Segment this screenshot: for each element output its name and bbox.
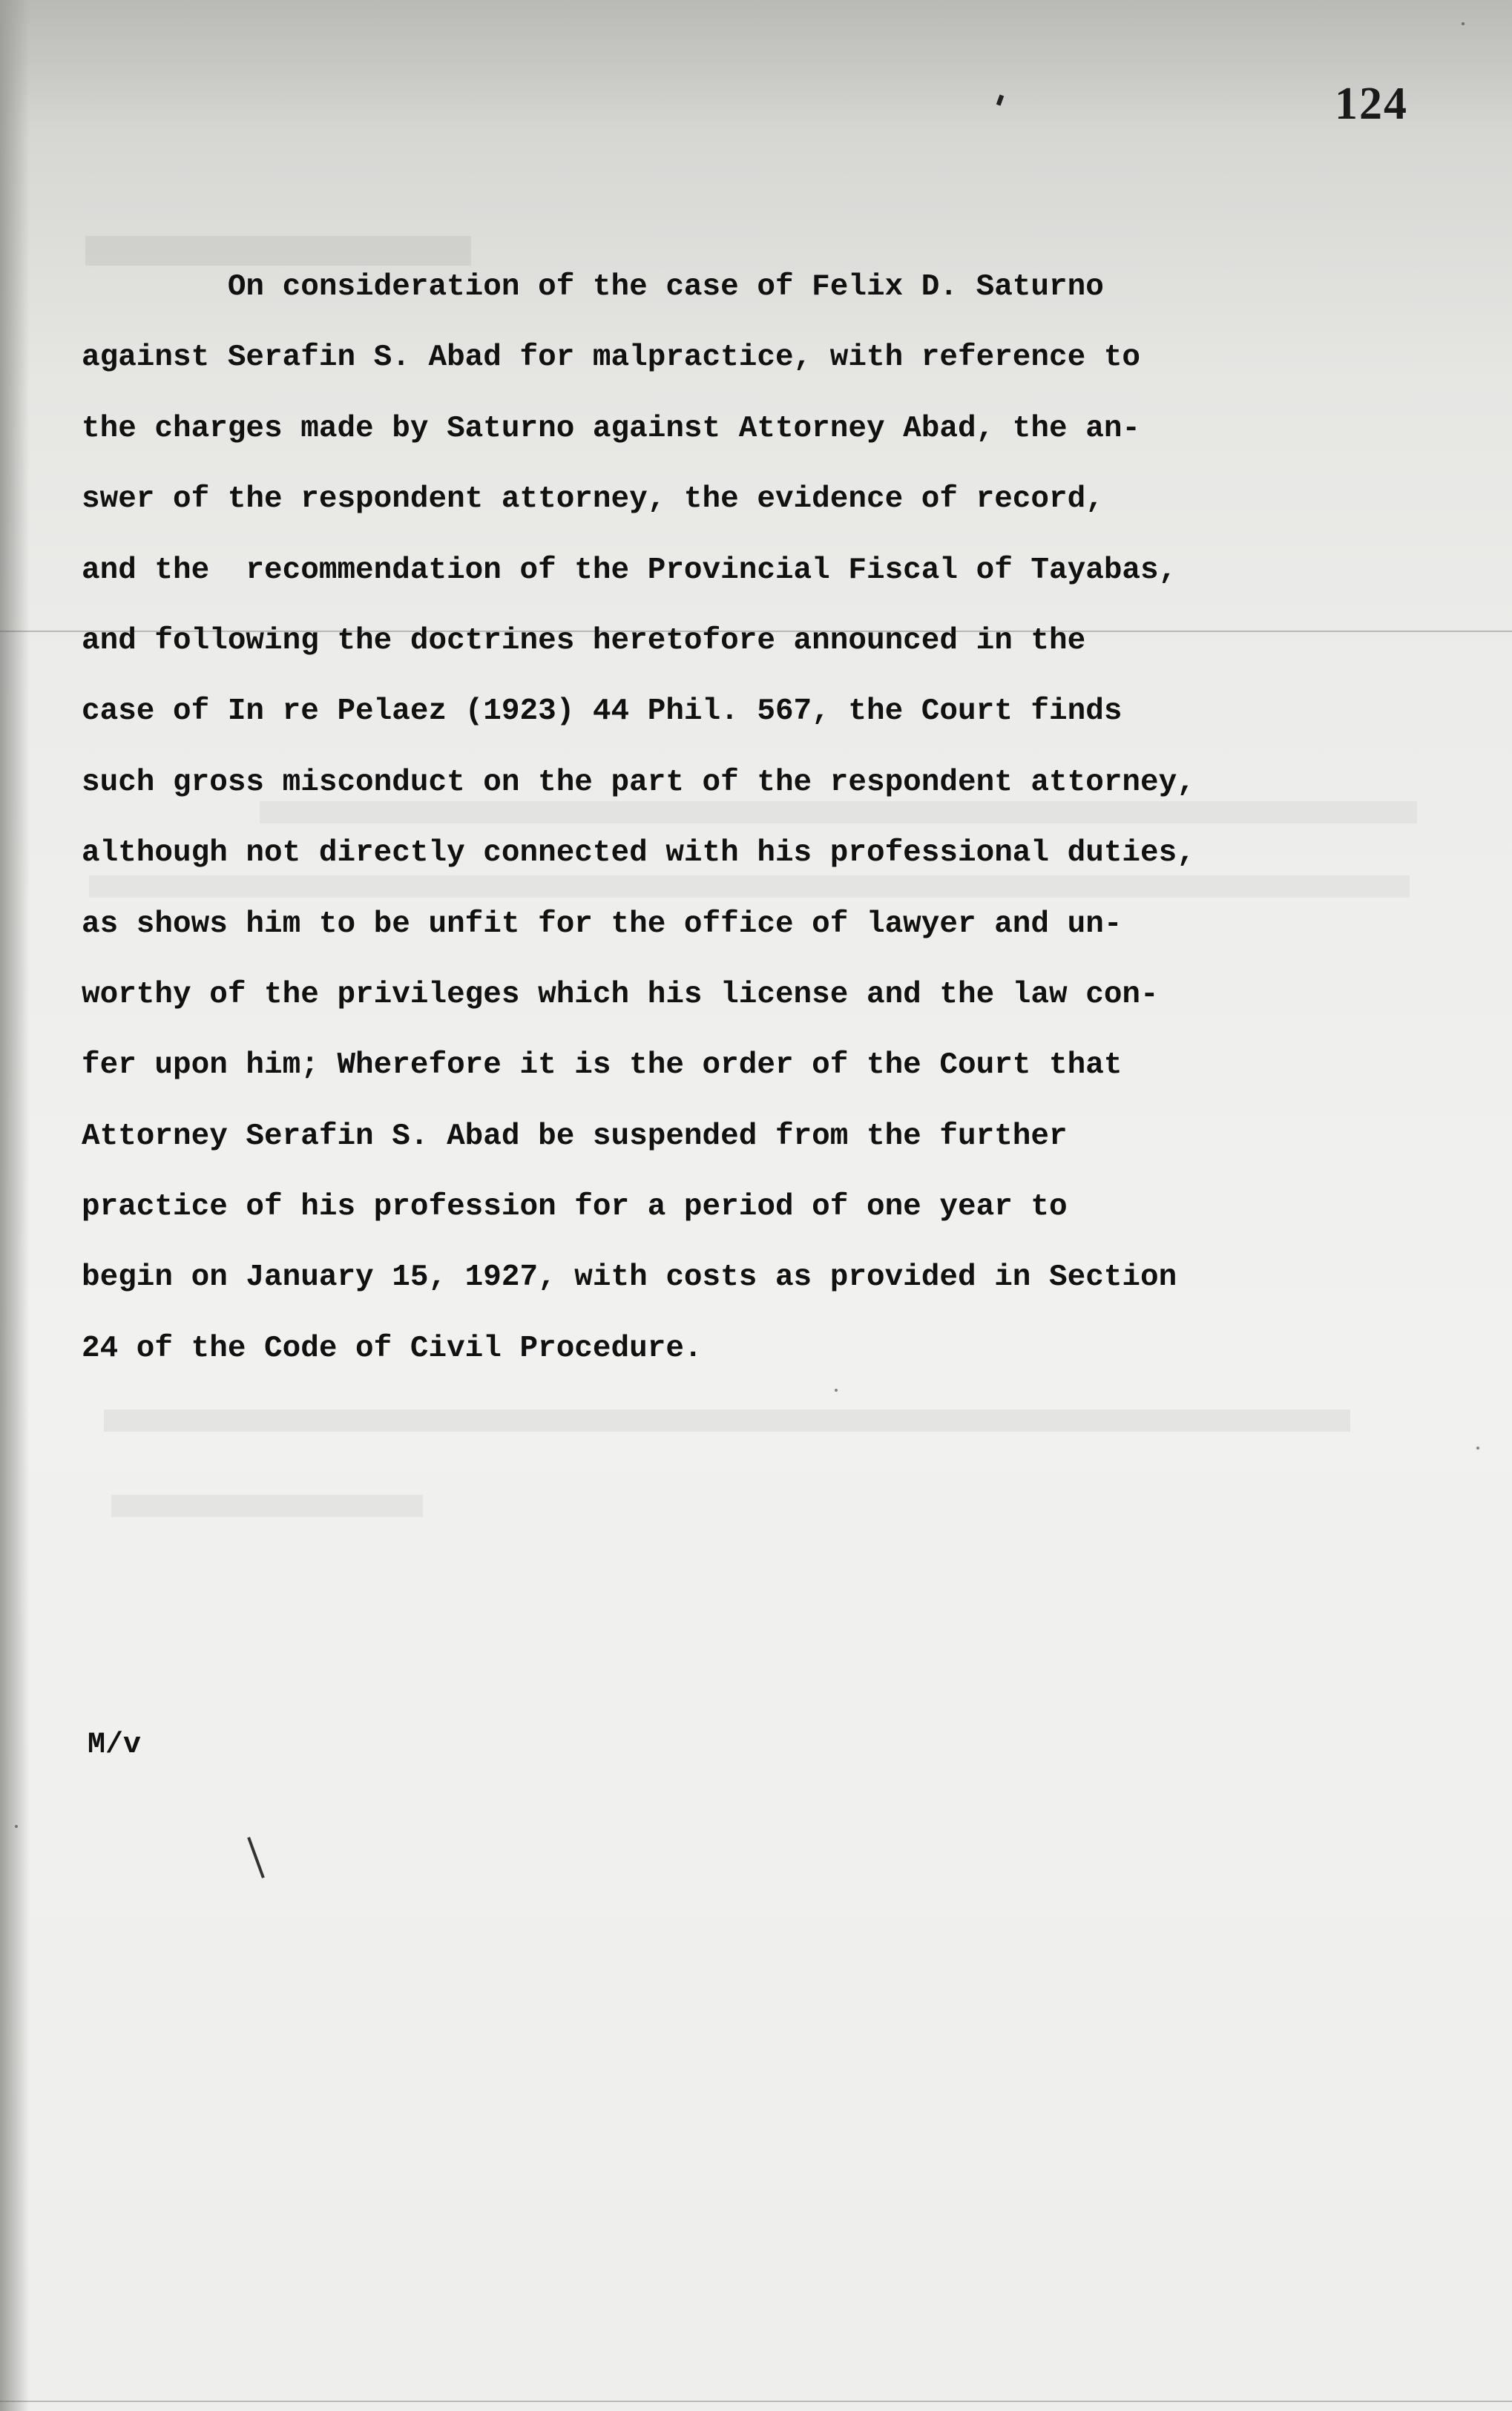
stray-pen-mark bbox=[247, 1837, 265, 1878]
text-line: such gross misconduct on the part of the respondent attorney, bbox=[82, 765, 1195, 800]
text-line: practice of his profession for a period of one year to bbox=[82, 1190, 1068, 1225]
text-line: and the recommendation of the Provincial Fiscal of Tayabas, bbox=[82, 553, 1177, 588]
scan-speck bbox=[835, 1389, 838, 1392]
text-line: against Serafin S. Abad for malpractice, with reference to bbox=[82, 341, 1141, 375]
text-line: fer upon him; Wherefore it is the order of the Court that bbox=[82, 1048, 1123, 1083]
order-text bbox=[82, 252, 1387, 1384]
scan-speck bbox=[15, 1825, 18, 1828]
scan-shadow bbox=[0, 0, 30, 2411]
scan-mark bbox=[996, 94, 1004, 105]
bleed-through-smudge bbox=[104, 1410, 1350, 1432]
text-line: Attorney Serafin S. Abad be suspended from the further bbox=[82, 1119, 1068, 1154]
text-line: the charges made by Saturno against Attorney Abad, the an- bbox=[82, 411, 1141, 446]
text-line: and following the doctrines heretofore announced in the bbox=[82, 623, 1086, 658]
text-line: as shows him to be unfit for the office of lawyer and un- bbox=[82, 907, 1123, 941]
scan-speck bbox=[1462, 22, 1465, 25]
page-number: 124 bbox=[1335, 79, 1408, 129]
text-line: worthy of the privileges which his license and the law con- bbox=[82, 977, 1159, 1012]
text-line: although not directly connected with his professional duties, bbox=[82, 836, 1195, 871]
text-line: swer of the respondent attorney, the evidence of record, bbox=[82, 482, 1104, 517]
typist-initials: M/v bbox=[88, 1729, 142, 1762]
text-line: case of In re Pelaez (1923) 44 Phil. 567, the Court finds bbox=[82, 694, 1123, 729]
text-line: On consideration of the case of Felix D. Saturno bbox=[82, 270, 1104, 304]
text-line: begin on January 15, 1927, with costs as provided in Section bbox=[82, 1260, 1177, 1295]
bleed-through-smudge bbox=[111, 1495, 423, 1517]
text-line: 24 of the Code of Civil Procedure. bbox=[82, 1331, 703, 1366]
scan-speck bbox=[1476, 1447, 1479, 1450]
scan-artifact-line bbox=[0, 2401, 1512, 2402]
